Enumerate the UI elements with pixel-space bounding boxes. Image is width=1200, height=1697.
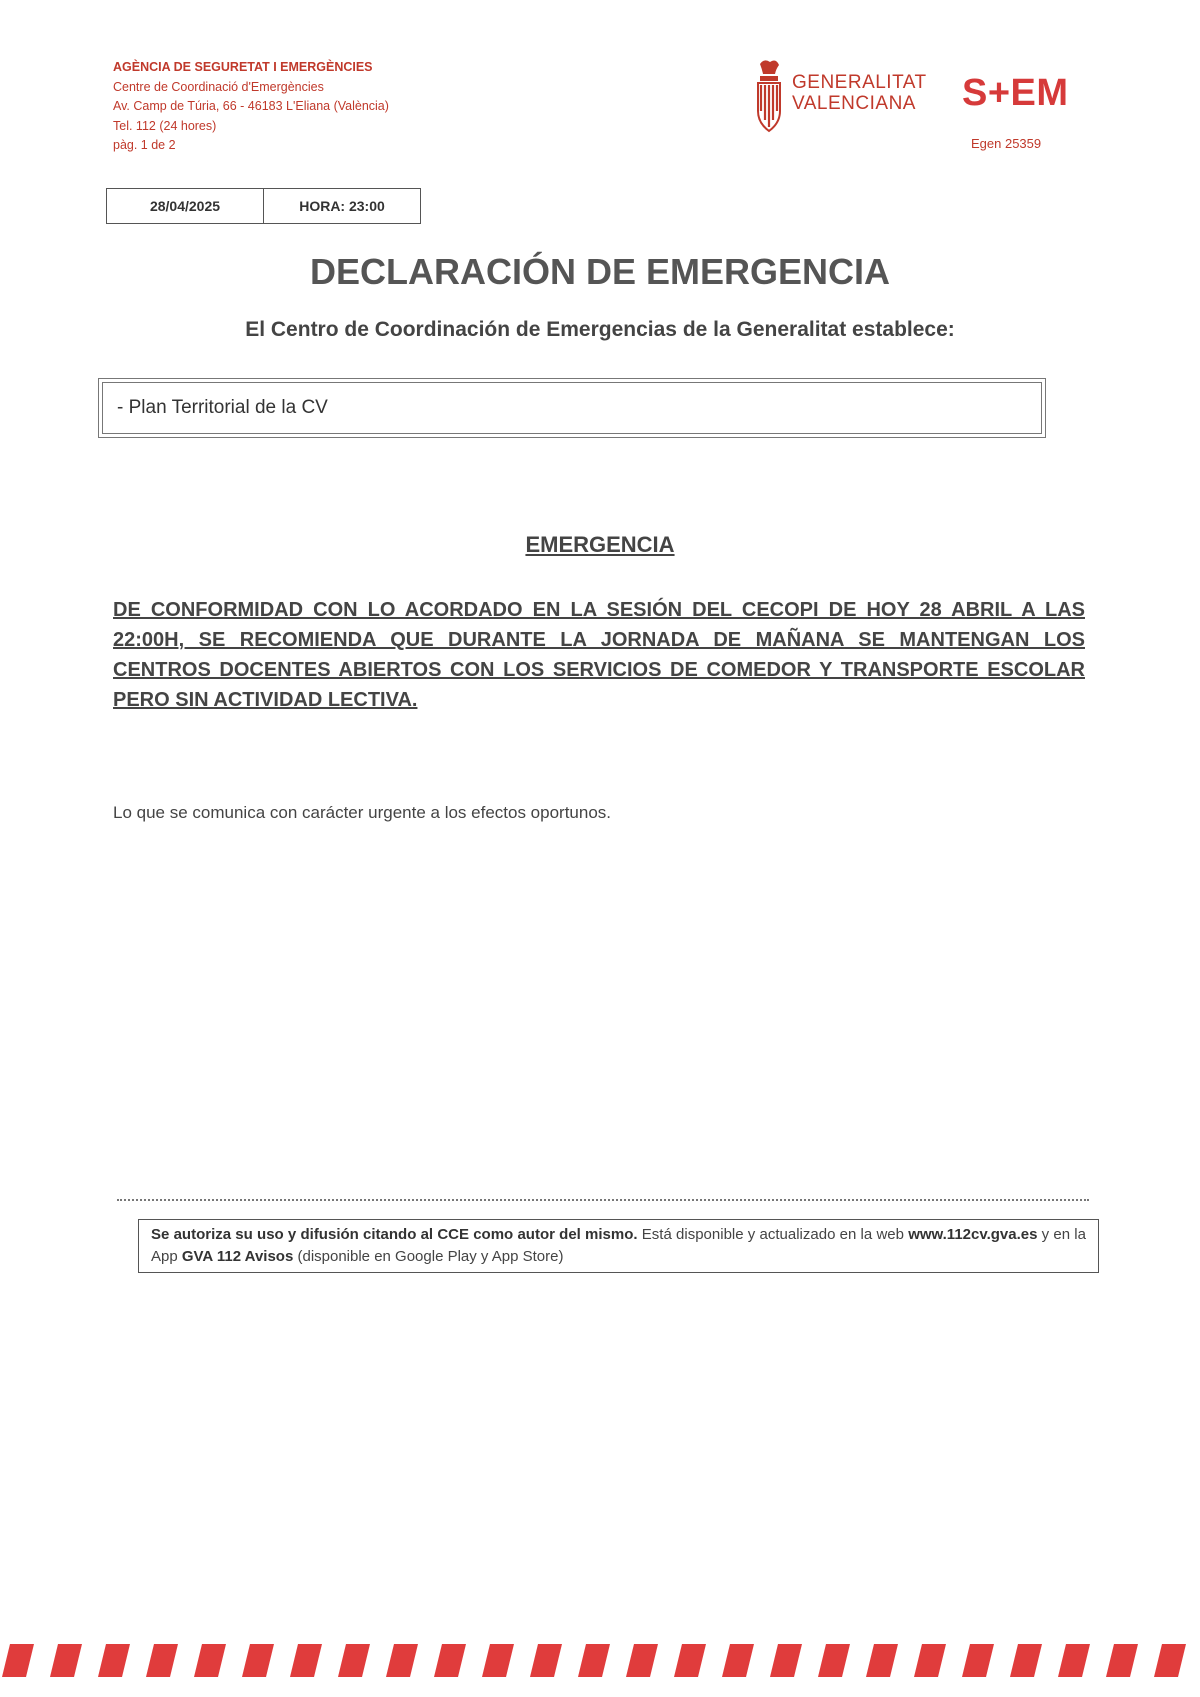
stripe-segment	[1010, 1644, 1042, 1677]
stripe-segment	[98, 1644, 130, 1677]
time-cell: HORA: 23:00	[263, 189, 420, 223]
stripe-segment	[434, 1644, 466, 1677]
stripe-segment	[722, 1644, 754, 1677]
notice-text-1: Está disponible y actualizado en la web	[637, 1226, 909, 1243]
stripe-segment	[770, 1644, 802, 1677]
stripe-segment	[338, 1644, 370, 1677]
closing-text: Lo que se comunica con carácter urgente a los efectos oportunos.	[113, 803, 612, 822]
notice-text-2: y en la App	[151, 1226, 1086, 1265]
usage-notice	[138, 1219, 1099, 1273]
stripe-segment	[1106, 1644, 1138, 1677]
dotted-divider	[117, 1199, 1089, 1201]
notice-app: GVA 112 Avisos	[181, 1248, 294, 1265]
stripe-segment	[194, 1644, 226, 1677]
stripe-segment	[626, 1644, 658, 1677]
stripe-segment	[242, 1644, 274, 1677]
agency-center: Centre de Coordinació d'Emergències	[113, 79, 324, 94]
egen-code: Egen 25359	[971, 136, 1042, 151]
gv-logo-line1: GENERALITAT	[792, 72, 927, 93]
stripe-segment	[1058, 1644, 1090, 1677]
gv-logo-line2: VALENCIANA	[792, 93, 916, 114]
generalitat-logo	[752, 58, 932, 136]
sem-logo: S+EM	[962, 72, 1069, 114]
stripe-segment	[914, 1644, 946, 1677]
agency-header	[113, 58, 389, 156]
stripe-segment	[482, 1644, 514, 1677]
stripe-segment	[530, 1644, 562, 1677]
notice-url: www.112cv.gva.es	[908, 1226, 1038, 1243]
page-subtitle: El Centro de Coordinación de Emergencias de la Generalitat establece:	[245, 318, 955, 341]
stripe-segment	[50, 1644, 82, 1677]
agency-address: Av. Camp de Túria, 66 - 46183 L'Eliana (València)	[113, 99, 389, 113]
stripe-segment	[578, 1644, 610, 1677]
stripe-segment	[386, 1644, 418, 1677]
stripe-segment	[866, 1644, 898, 1677]
notice-authorization: Se autoriza su uso y difusión citando al CCE como autor del mismo.	[151, 1226, 638, 1243]
emergency-body: DE CONFORMIDAD CON LO ACORDADO EN LA SESIÓN DEL CECOPI DE HOY 28 ABRIL A LAS 22:00H, SE RECOMIENDA QUE DURANTE LA JORNADA DE MAÑANA SE MANTENGAN LOS CENTROS DOCENTES ABIERTOS CON LOS SERVICIOS DE COMEDOR Y TRANSPORTE ESCOLAR PERO SIN ACTIVIDAD LECTIVA.	[113, 599, 1085, 711]
date-time-box	[106, 188, 421, 224]
notice-text-3: (disponible en Google Play y App Store)	[293, 1248, 564, 1265]
stripe-segment	[674, 1644, 706, 1677]
stripe-segment	[962, 1644, 994, 1677]
agency-name: AGÈNCIA DE SEGURETAT I EMERGÈNCIES	[113, 60, 373, 74]
stripe-segment	[290, 1644, 322, 1677]
coat-of-arms-icon	[752, 58, 786, 136]
agency-phone: Tel. 112 (24 hores)	[113, 118, 217, 133]
stripe-segment	[1154, 1644, 1186, 1677]
date-cell: 28/04/2025	[149, 198, 221, 214]
stripe-segment	[146, 1644, 178, 1677]
page-title: DECLARACIÓN DE EMERGENCIA	[309, 251, 891, 292]
emergency-heading: EMERGENCIA	[525, 532, 675, 557]
stripe-segment	[818, 1644, 850, 1677]
page-number: pàg. 1 de 2	[113, 138, 176, 152]
red-stripe-border	[0, 1644, 1200, 1677]
plan-box	[98, 378, 1046, 438]
plan-text: - Plan Territorial de la CV	[102, 382, 1042, 434]
stripe-segment	[2, 1644, 34, 1677]
